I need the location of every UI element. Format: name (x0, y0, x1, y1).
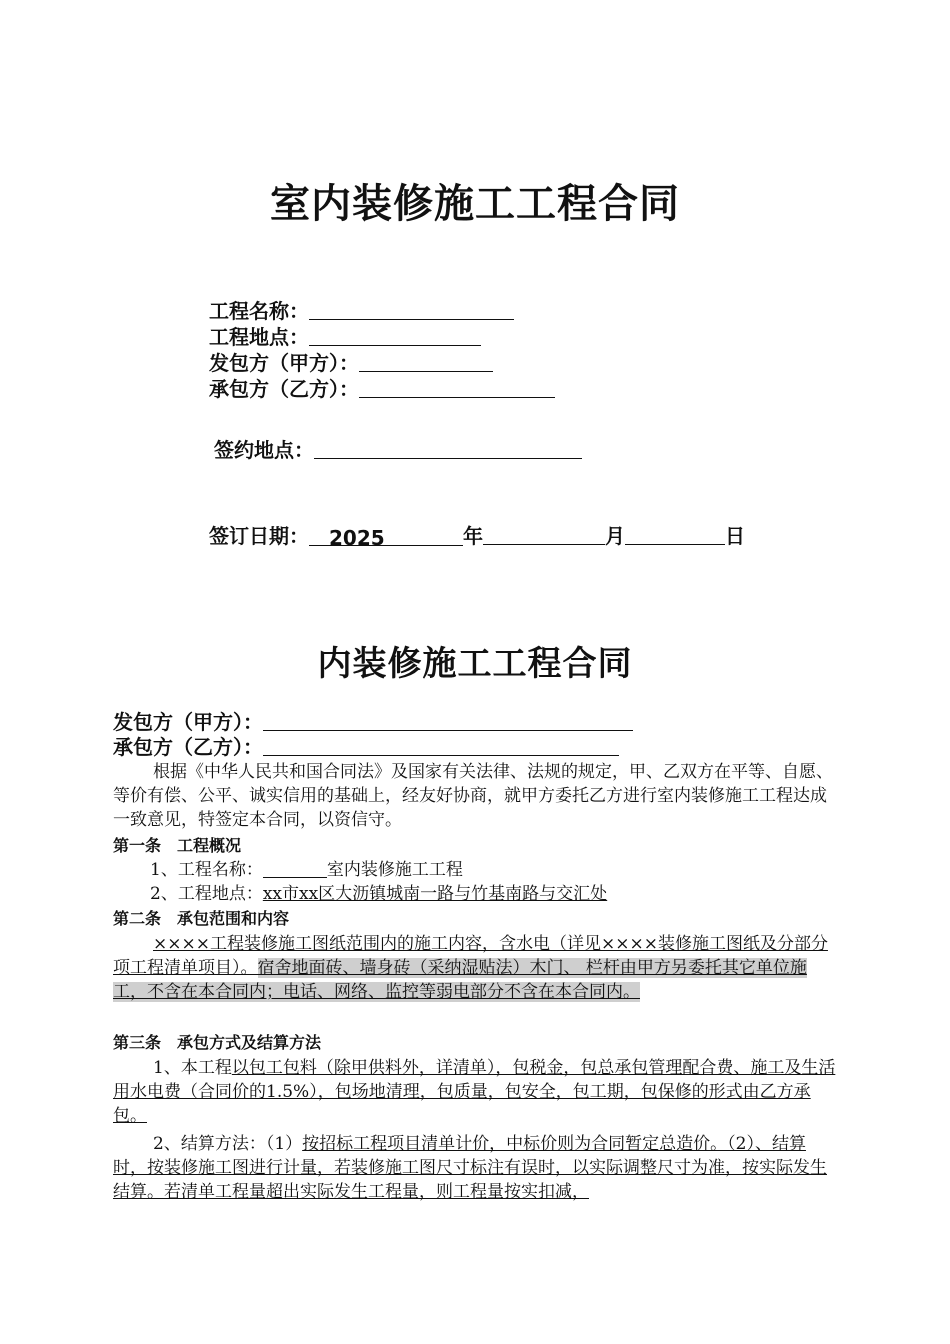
article1-item1-value: 室内装修施工工程 (326, 860, 463, 880)
article1-item1 (150, 858, 463, 882)
article3-item1-prefix: 1、本工程 (153, 1058, 232, 1078)
article3-item1 (113, 1056, 838, 1128)
article1-item2-value: xx市xx区大沥镇城南一路与竹基南路与交汇处 (262, 884, 608, 904)
cover-party-b-label: 承包方（乙方）： (209, 377, 359, 401)
cover-month-label: 月 (605, 524, 625, 548)
article3-item2-text: 按招标工程项目清单计价，中标价则为合同暂定总造价。（2）、结算时，按装修施工图进行计量，若装修施工图尺寸标注有误时，以实际调整尺寸为准，按实际发生结算。若清单工程量超出实际发生工程量，则工程量按实扣减， (113, 1134, 827, 1202)
article1-item2 (150, 882, 607, 906)
article3-item2-prefix: 2、结算方法：（1） (153, 1134, 303, 1154)
contract-title: 内装修施工工程合同 (317, 644, 633, 684)
cover-date-label: 签订日期： (209, 524, 309, 548)
article1-item2-label: 2、工程地点： (150, 884, 263, 904)
contract-party-a-label: 发包方（甲方）： (113, 710, 263, 734)
cover-signing-place-row (214, 437, 582, 463)
contract-party-b-label: 承包方（乙方）： (113, 735, 263, 759)
cover-party-a-field[interactable] (359, 351, 493, 372)
cover-title: 室内装修施工工程合同 (270, 181, 680, 227)
cover-year-label: 年 (463, 524, 483, 548)
article3-heading: 第三条 承包方式及结算方法 (113, 1033, 322, 1052)
cover-month-field[interactable] (483, 524, 605, 545)
cover-project-name-row (209, 298, 514, 324)
preamble-paragraph: 根据《中华人民共和国合同法》及国家有关法律、法规的规定，甲、乙双方在平等、自愿、等价有偿、公平、诚实信用的基础上，经友好协商，就甲方委托乙方进行室内装修施工工程达成一致意见，特签定本合同，以资信守。 (113, 762, 833, 830)
article1-heading: 第一条 工程概况 (113, 836, 242, 855)
cover-signing-place-field[interactable] (314, 438, 582, 459)
cover-party-a-label: 发包方（甲方）： (209, 351, 359, 375)
contract-party-b-row (113, 734, 619, 760)
cover-project-location-field[interactable] (309, 325, 481, 346)
cover-signing-place-label: 签约地点： (214, 438, 314, 462)
contract-party-a-field[interactable] (263, 710, 633, 731)
cover-year-value: 2025 (329, 526, 385, 550)
cover-date-row (209, 523, 745, 549)
cover-day-label: 日 (725, 524, 745, 548)
article2-text-part2: 宿舍地面砖、墙身砖（采纳湿贴法）木门、 栏杆由甲方另委托其它单位施工，不含在本合同内；电话、网络、监控等弱电部分不含在本合同内。 (113, 958, 807, 1002)
article2-paragraph (113, 932, 838, 1004)
cover-party-b-row (209, 376, 555, 402)
cover-party-a-row (209, 350, 493, 376)
article3-item2 (113, 1132, 838, 1204)
article2-heading: 第二条 承包范围和内容 (113, 909, 290, 928)
cover-project-location-row (209, 324, 481, 350)
article2-text-part1: ××××工程装修施工图纸范围内的施工内容，含水电（详见××××装修施工图纸及分部分项工程清单项目）。 (113, 934, 828, 978)
article1-item1-blank (263, 859, 327, 878)
cover-day-field[interactable] (625, 524, 725, 545)
article1-item1-label: 1、工程名称： (150, 860, 263, 880)
cover-project-name-label: 工程名称： (209, 299, 309, 323)
article3-item1-text: 以包工包料（除甲供料外，详清单），包税金，包总承包管理配合费、施工及生活用水电费（合同价的1.5%），包场地清理，包质量，包安全，包工期，包保修的形式由乙方承包。 (113, 1058, 836, 1126)
cover-year-field[interactable] (309, 525, 463, 550)
contract-party-b-field[interactable] (263, 735, 619, 756)
cover-party-b-field[interactable] (359, 377, 555, 398)
cover-project-location-label: 工程地点： (209, 325, 309, 349)
contract-party-a-row (113, 709, 633, 735)
cover-project-name-field[interactable] (309, 299, 514, 320)
